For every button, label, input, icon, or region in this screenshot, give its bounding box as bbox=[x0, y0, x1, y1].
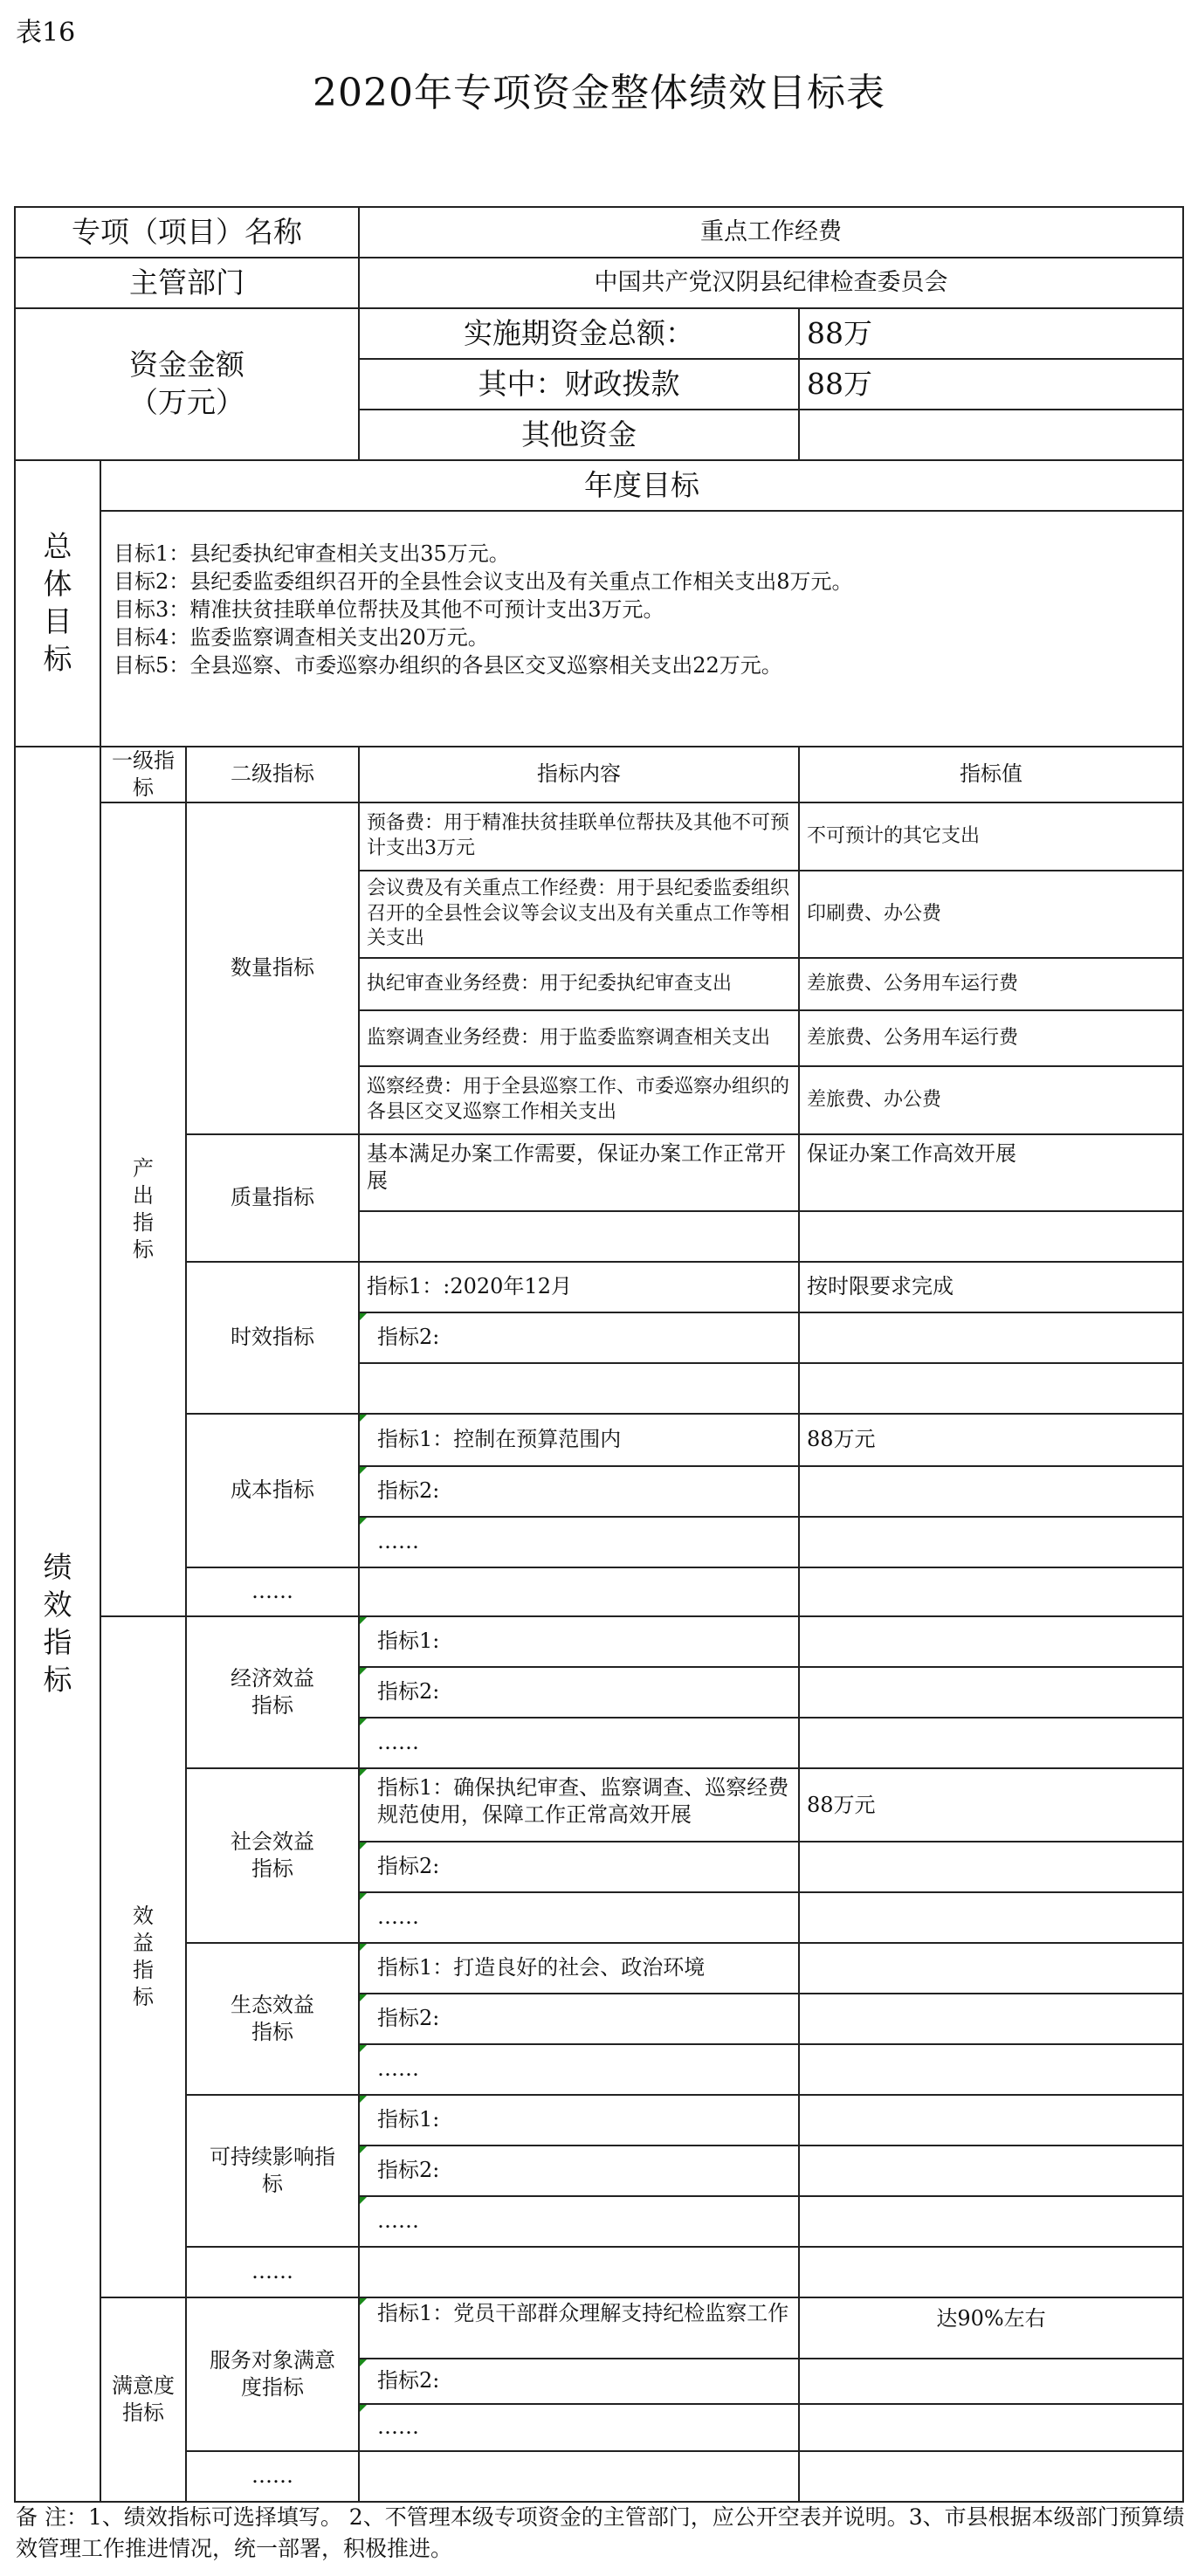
cell-marker bbox=[360, 1769, 367, 1776]
cost-dots-content: …… bbox=[358, 1516, 800, 1568]
overall-goal-char-1: 总 bbox=[43, 529, 72, 564]
cell-marker bbox=[360, 2359, 367, 2366]
fund-other-value bbox=[798, 409, 1184, 461]
social-dots-content: …… bbox=[358, 1891, 800, 1944]
output-char-1: 产 bbox=[133, 1155, 154, 1181]
quantity-row-1-value: 不可预计的其它支出 bbox=[798, 802, 1184, 871]
footnote: 备 注：1、绩效指标可选择填写。 2、不管理本级专项资金的主管部门，应公开空表并说明。3、市县根据本级部门预算绩效管理工作推进情况，统一部署，积极推进。 bbox=[16, 2504, 1185, 2561]
cell-marker bbox=[360, 2197, 367, 2204]
economic-1-value bbox=[798, 1615, 1184, 1668]
quality-empty-value bbox=[798, 1210, 1184, 1263]
cell-marker bbox=[360, 1842, 367, 1849]
quality-indicator-label: 质量指标 bbox=[185, 1133, 360, 1263]
benefit-char-3: 指 bbox=[133, 1958, 154, 1982]
service-dots-content: …… bbox=[358, 2403, 800, 2452]
economic-2-content: 指标2: bbox=[358, 1666, 800, 1718]
cost-2-value bbox=[798, 1465, 1184, 1518]
timeliness-2-content: 指标2: bbox=[358, 1312, 800, 1364]
social-1-value: 88万元 bbox=[798, 1767, 1184, 1842]
benefit-char-4: 标 bbox=[133, 1985, 154, 2010]
cell-marker bbox=[360, 1415, 367, 1422]
overall-goal-label bbox=[14, 459, 101, 747]
quality-content: 基本满足办案工作需要，保证办案工作正常开展 bbox=[358, 1133, 800, 1212]
fund-amount-label-line1: 资金金额 bbox=[129, 348, 244, 382]
performance-indicator-label bbox=[14, 746, 101, 2503]
cell-marker bbox=[360, 1668, 367, 1675]
cell-marker bbox=[360, 1718, 367, 1725]
goal-item-2: 目标2：县纪委监委组织召开的全县性会议支出及有关重点工作相关支出8万元。 bbox=[114, 569, 853, 594]
overall-goal-char-2: 体 bbox=[43, 567, 72, 602]
quantity-row-3-value: 差旅费、公务用车运行费 bbox=[798, 957, 1184, 1011]
economic-benefit-label: 经济效益指标 bbox=[185, 1615, 360, 1769]
satisfaction-more-content bbox=[358, 2450, 800, 2503]
cell-marker bbox=[360, 2045, 367, 2052]
sustainable-2-value bbox=[798, 2145, 1184, 2197]
quantity-row-1-content: 预备费：用于精准扶贫挂联单位帮扶及其他不可预计支出3万元 bbox=[358, 802, 800, 871]
cell-marker bbox=[360, 1994, 367, 2001]
benefit-more-content bbox=[358, 2246, 800, 2298]
cell-marker bbox=[360, 2096, 367, 2103]
perf-char-2: 效 bbox=[43, 1588, 72, 1622]
ecological-dots-content: …… bbox=[358, 2043, 800, 2096]
quality-value: 保证办案工作高效开展 bbox=[798, 1133, 1184, 1212]
quantity-row-2-value: 印刷费、办公费 bbox=[798, 870, 1184, 959]
ecological-1-content: 指标1：打造良好的社会、政治环境 bbox=[358, 1942, 800, 1994]
cost-2-content: 指标2: bbox=[358, 1465, 800, 1518]
benefit-char-1: 效 bbox=[133, 1903, 154, 1928]
output-more-label: …… bbox=[185, 1567, 360, 1617]
satisfaction-indicator-label: 满意度指标 bbox=[100, 2297, 187, 2503]
project-name-value: 重点工作经费 bbox=[358, 206, 1184, 258]
economic-1-content: 指标1: bbox=[358, 1615, 800, 1668]
ecological-1-value bbox=[798, 1942, 1184, 1994]
benefit-more-value bbox=[798, 2246, 1184, 2298]
cell-marker bbox=[360, 2146, 367, 2153]
output-indicator-label bbox=[100, 802, 187, 1617]
fund-total-value: 88万 bbox=[798, 307, 1184, 360]
service-1-content: 指标1：党员干部群众理解支持纪检监察工作 bbox=[358, 2297, 800, 2359]
col-header-level2: 二级指标 bbox=[185, 746, 360, 803]
social-dots-value bbox=[798, 1891, 1184, 1944]
sustainable-1-content: 指标1: bbox=[358, 2094, 800, 2146]
quantity-row-4-content: 监察调查业务经费：用于监委监察调查相关支出 bbox=[358, 1009, 800, 1067]
output-more-value bbox=[798, 1567, 1184, 1617]
cell-marker bbox=[360, 1313, 367, 1320]
perf-char-1: 绩 bbox=[43, 1550, 72, 1585]
timeliness-1-value: 按时限要求完成 bbox=[798, 1261, 1184, 1313]
overall-goal-char-3: 目 bbox=[43, 604, 72, 638]
sustainable-2-content: 指标2: bbox=[358, 2145, 800, 2197]
perf-char-4: 标 bbox=[43, 1662, 72, 1697]
social-1-content: 指标1：确保执纪审查、监察调查、巡察经费规范使用，保障工作正常高效开展 bbox=[358, 1767, 800, 1842]
service-1-value: 达90%左右 bbox=[798, 2297, 1184, 2359]
quantity-row-4-value: 差旅费、公务用车运行费 bbox=[798, 1009, 1184, 1067]
project-name-label: 专项（项目）名称 bbox=[14, 206, 360, 258]
department-label: 主管部门 bbox=[14, 257, 360, 309]
quantity-row-5-content: 巡察经费：用于全县巡察工作、市委巡察办组织的各县区交叉巡察工作相关支出 bbox=[358, 1065, 800, 1135]
cost-1-content: 指标1：控制在预算范围内 bbox=[358, 1413, 800, 1467]
social-2-value bbox=[798, 1841, 1184, 1893]
department-value: 中国共产党汉阴县纪律检查委员会 bbox=[358, 257, 1184, 309]
ecological-benefit-label: 生态效益指标 bbox=[185, 1942, 360, 2096]
economic-dots-content: …… bbox=[358, 1717, 800, 1769]
goal-item-3: 目标3：精准扶贫挂联单位帮扶及其他不可预计支出3万元。 bbox=[114, 597, 664, 622]
quantity-indicator-label: 数量指标 bbox=[185, 802, 360, 1135]
ecological-2-value bbox=[798, 1993, 1184, 2045]
goal-item-5: 目标5：全县巡察、市委巡察办组织的各县区交叉巡察相关支出22万元。 bbox=[114, 653, 782, 678]
sustainable-1-value bbox=[798, 2094, 1184, 2146]
timeliness-indicator-label: 时效指标 bbox=[185, 1261, 360, 1415]
quantity-row-3-content: 执纪审查业务经费：用于纪委执纪审查支出 bbox=[358, 957, 800, 1011]
cell-marker bbox=[360, 1944, 367, 1951]
fund-amount-label-line2: （万元） bbox=[129, 385, 244, 419]
quantity-row-5-value: 差旅费、办公费 bbox=[798, 1065, 1184, 1135]
economic-2-value bbox=[798, 1666, 1184, 1718]
fund-fiscal-label: 其中：财政拨款 bbox=[358, 358, 800, 410]
satisfaction-more-value bbox=[798, 2450, 1184, 2503]
fund-other-label: 其他资金 bbox=[358, 409, 800, 461]
cell-marker bbox=[360, 1467, 367, 1474]
service-satisfaction-label: 服务对象满意度指标 bbox=[185, 2297, 360, 2452]
output-char-3: 指 bbox=[133, 1210, 154, 1235]
quantity-row-2-content: 会议费及有关重点工作经费：用于县纪委监委组织召开的全县性会议等会议支出及有关重点工作等相关支出 bbox=[358, 870, 800, 959]
cost-1-value: 88万元 bbox=[798, 1413, 1184, 1467]
ecological-dots-value bbox=[798, 2043, 1184, 2096]
timeliness-1-content: 指标1：:2020年12月 bbox=[358, 1261, 800, 1313]
timeliness-empty-value bbox=[798, 1362, 1184, 1415]
timeliness-empty-content bbox=[358, 1362, 800, 1415]
col-header-value: 指标值 bbox=[798, 746, 1184, 803]
cell-marker bbox=[360, 1518, 367, 1525]
goal-item-4: 目标4：监委监察调查相关支出20万元。 bbox=[114, 625, 489, 650]
annual-goal-list bbox=[100, 510, 1184, 747]
overall-goal-char-4: 标 bbox=[43, 641, 72, 676]
social-benefit-label: 社会效益指标 bbox=[185, 1767, 360, 1944]
timeliness-2-value bbox=[798, 1312, 1184, 1364]
sustainable-impact-label: 可持续影响指标 bbox=[185, 2094, 360, 2248]
cost-indicator-label: 成本指标 bbox=[185, 1413, 360, 1568]
table-number: 表16 bbox=[16, 17, 76, 48]
sustainable-dots-value bbox=[798, 2195, 1184, 2248]
benefit-more-label: …… bbox=[185, 2246, 360, 2298]
goal-item-1: 目标1：县纪委执纪审查相关支出35万元。 bbox=[114, 541, 510, 566]
cost-dots-value bbox=[798, 1516, 1184, 1568]
output-more-content bbox=[358, 1567, 800, 1617]
sustainable-dots-content: …… bbox=[358, 2195, 800, 2248]
cell-marker bbox=[360, 1893, 367, 1900]
output-char-4: 标 bbox=[133, 1237, 154, 1263]
benefit-indicator-label bbox=[100, 1615, 187, 2298]
page-title: 2020年专项资金整体绩效目标表 bbox=[313, 71, 885, 115]
service-2-content: 指标2: bbox=[358, 2358, 800, 2405]
satisfaction-more-label: …… bbox=[185, 2450, 360, 2503]
service-2-value bbox=[798, 2358, 1184, 2405]
ecological-2-content: 指标2: bbox=[358, 1993, 800, 2045]
perf-char-3: 指 bbox=[43, 1625, 72, 1659]
fund-amount-label bbox=[14, 307, 360, 461]
cell-marker bbox=[360, 2405, 367, 2412]
cell-marker bbox=[360, 2298, 367, 2305]
social-2-content: 指标2: bbox=[358, 1841, 800, 1893]
service-dots-value bbox=[798, 2403, 1184, 2452]
fund-fiscal-value: 88万 bbox=[798, 358, 1184, 410]
output-char-2: 出 bbox=[133, 1182, 154, 1208]
benefit-char-2: 益 bbox=[133, 1930, 154, 1955]
fund-total-label: 实施期资金总额： bbox=[358, 307, 800, 360]
quality-empty-content bbox=[358, 1210, 800, 1263]
cell-marker bbox=[360, 1617, 367, 1624]
col-header-content: 指标内容 bbox=[358, 746, 800, 803]
col-header-level1: 一级指标 bbox=[100, 746, 187, 803]
economic-dots-value bbox=[798, 1717, 1184, 1769]
annual-goal-header: 年度目标 bbox=[100, 459, 1184, 512]
